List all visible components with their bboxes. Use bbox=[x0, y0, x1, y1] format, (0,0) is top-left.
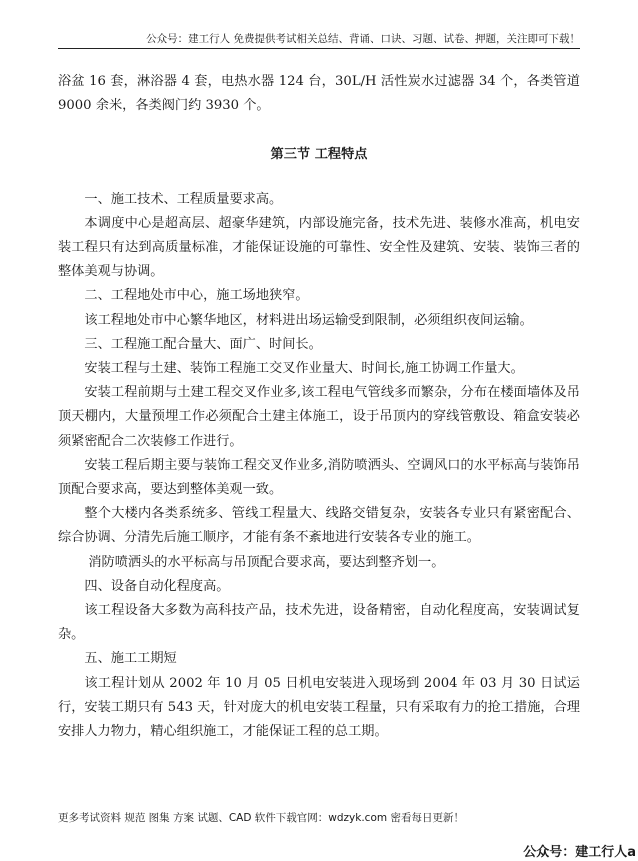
paragraph: 一、施工技术、工程质量要求高。 bbox=[84, 191, 283, 207]
paragraph: 三、工程施工配合量大、面广、时间长。 bbox=[84, 336, 322, 352]
document-body bbox=[58, 70, 580, 744]
paragraph: 安装工程后期主要与装饰工程交叉作业多,消防喷洒头、空调风口的水平标高与装饰吊顶配合要求高，要达到整体美观一致。 bbox=[58, 457, 580, 498]
watermark-text: 公众号：建工行人a bbox=[523, 845, 636, 860]
paragraph: 本调度中心是超高层、超豪华建筑，内部设施完备，技术先进、装修水准高，机电安装工程只有达到高质量标准，才能保证设施的可靠性、安全性及建筑、安装、装饰三者的整体美观与协调。 bbox=[58, 215, 580, 280]
paragraph: 该工程设备大多数为高科技产品，技术先进，设备精密，自动化程度高，安装调试复杂。 bbox=[58, 603, 580, 643]
paragraph: 安装工程前期与土建工程交叉作业多,该工程电气管线多而繁杂，分布在楼面墙体及吊顶天棚内，大量预埋工作必须配合土建主体施工，设于吊顶内的穿线管敷设、箱盒安装必须紧密配合二次装修工作进行。 bbox=[58, 385, 580, 449]
paragraph: 整个大楼内各类系统多、管线工程量大、线路交错复杂，安装各专业只有紧密配合、综合协调、分清先后施工顺序，才能有条不紊地进行安装各专业的施工。 bbox=[58, 506, 580, 546]
paragraph: 五、施工工期短 bbox=[84, 651, 177, 667]
page-footer: 更多考试资料 规范 图集 方案 试题、CAD 软件下载官网：wdzyk.com 密看每日更新！ bbox=[58, 812, 464, 824]
paragraph: 浴盆 16 套，淋浴器 4 套，电热水器 124 台，30L/H 活性炭水过滤器 34 个，各类管道 9000 余米，各类阀门约 3930 个。 bbox=[58, 74, 580, 114]
page-header: 公众号：建工行人 免费提供考试相关总结、背诵、口诀、习题、试卷、押题，关注即可下载！ bbox=[58, 30, 580, 49]
section-heading: 第三节 工程特点 bbox=[270, 147, 368, 163]
paragraph: 消防喷洒头的水平标高与吊顶配合要求高，要达到整齐划一。 bbox=[88, 554, 445, 570]
paragraph: 该工程地处市中心繁华地区，材料进出场运输受到限制，必须组织夜间运输。 bbox=[84, 312, 533, 328]
paragraph: 二、工程地处市中心，施工场地狭窄。 bbox=[84, 288, 309, 304]
paragraph: 四、设备自动化程度高。 bbox=[84, 578, 230, 594]
paragraph: 安装工程与土建、装饰工程施工交叉作业量大、时间长,施工协调工作量大。 bbox=[84, 361, 524, 377]
paragraph: 该工程计划从 2002 年 10 月 05 日机电安装进入现场到 2004 年 03 月 30 日试运行，安装工期只有 543 天，针对庞大的机电安装工程量，只有采取有力的抢工措施，合理安排人力物力，精心组织施工，才能保证工程的总工期。 bbox=[58, 675, 580, 740]
